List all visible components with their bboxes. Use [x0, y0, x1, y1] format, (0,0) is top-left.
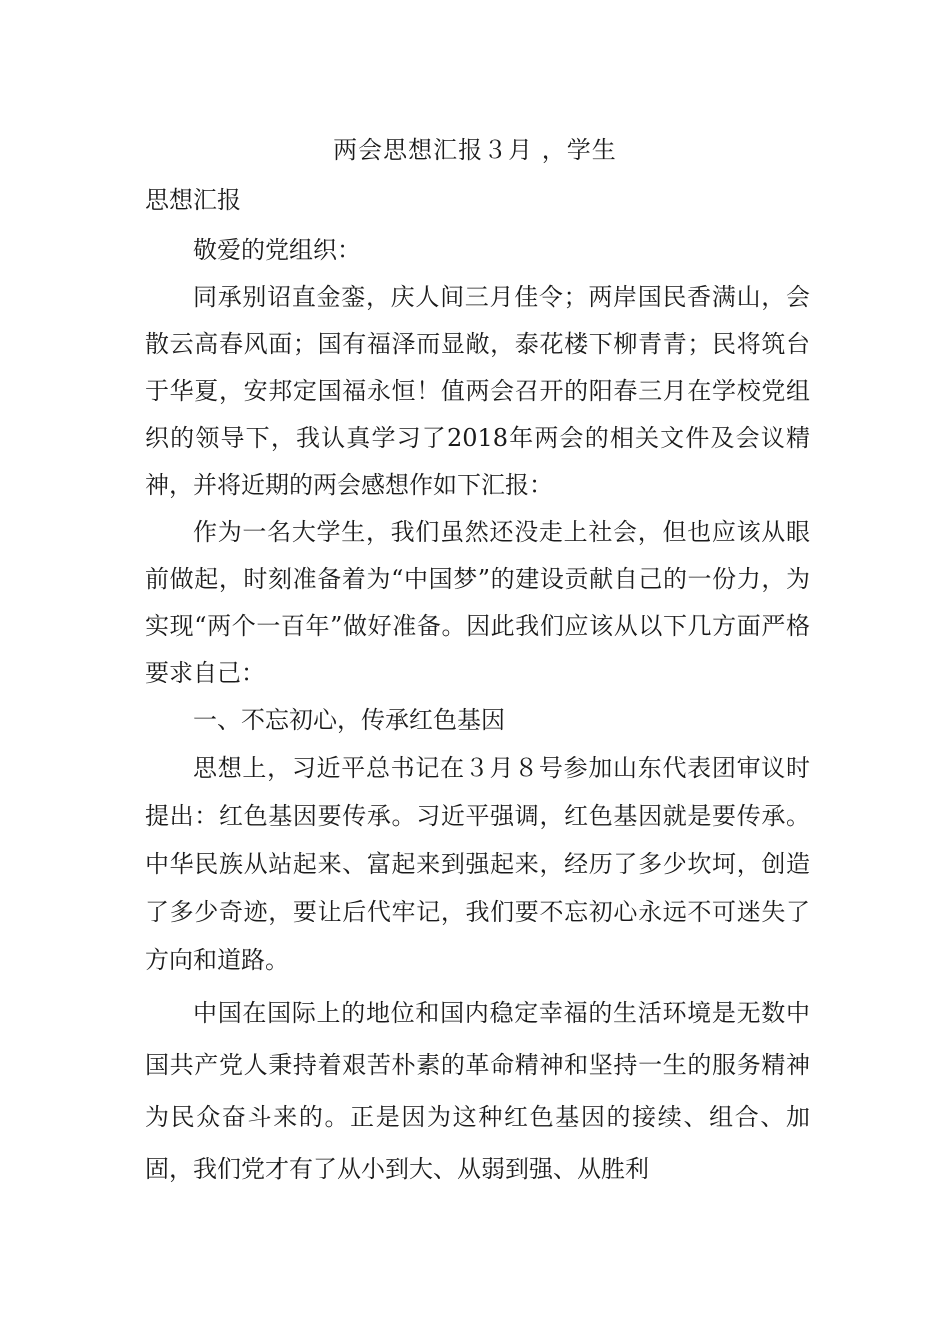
paragraph-thought: 思想上，习近平总书记在３月８号参加山东代表团审议时提出：红色基因要传承。习近平强调，红色基因就是要传承。中华民族从站起来、富起来到强起来，经历了多少坎坷，创造了多少奇迹，要让后代牢记，我们要不忘初心永远不可迷失了方向和道路。 — [145, 754, 810, 974]
paragraph-intro: 同承别诏直金銮，庆人间三月佳令；两岸国民香满山，会散云高春风面；国有福泽而显敞，泰花楼下柳青青；民将筑台于华夏，安邦定国福永恒！值两会召开的阳春三月在学校党组织的领导下，我认真学习了2018年两会的相关文件及会议精神，并将近期的两会感想作如下汇报： — [145, 283, 810, 499]
document-body — [145, 226, 810, 1195]
greeting: 敬爱的党组织： — [193, 236, 361, 264]
document-title: 两会思想汇报３月 ，学生 — [333, 136, 617, 164]
paragraph-red-gene: 中国在国际上的地位和国内稳定幸福的生活环境是无数中国共产党人秉持着艰苦朴素的革命精神和坚持一生的服务精神为民众奋斗来的。正是因为这种红色基因的接续、组合、加固，我们党才有了从小到大、从弱到强、从胜利 — [145, 999, 810, 1183]
paragraph-student-duty: 作为一名大学生，我们虽然还没走上社会，但也应该从眼前做起，时刻准备着为“中国梦”的建设贡献自己的一份力，为实现“两个一百年”做好准备。因此我们应该从以下几方面严格要求自己： — [145, 518, 810, 687]
document-subtitle: 思想汇报 — [145, 186, 241, 214]
section-heading: 一、不忘初心，传承红色基因 — [193, 706, 505, 734]
